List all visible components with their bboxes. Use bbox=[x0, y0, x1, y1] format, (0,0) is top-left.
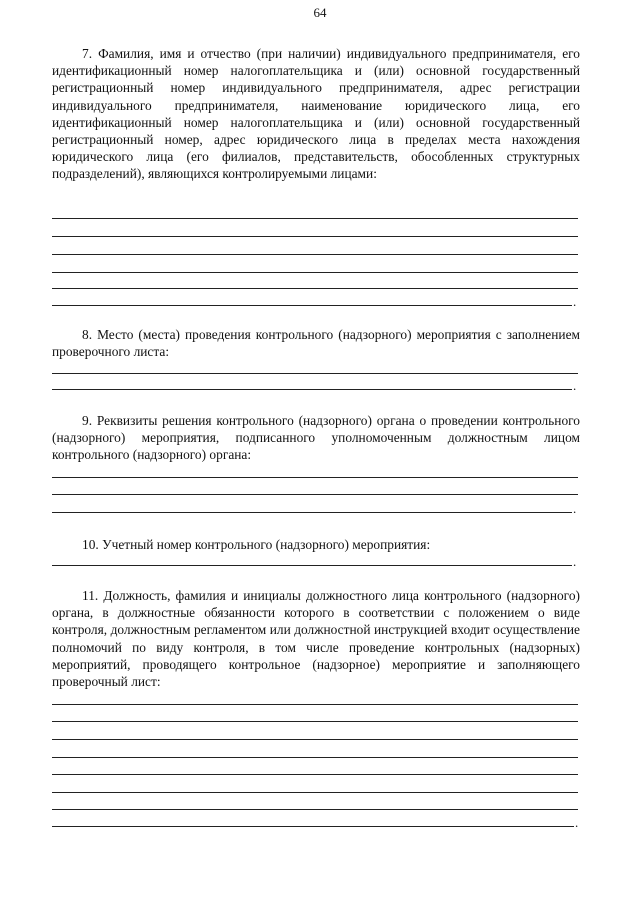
section-9-number: 9. bbox=[82, 413, 93, 428]
section-9-end-mark: . bbox=[573, 501, 577, 516]
section-9-fill-line-2[interactable] bbox=[52, 494, 578, 495]
section-11-number: 11. bbox=[82, 588, 99, 603]
section-8-fill-line-1[interactable] bbox=[52, 373, 578, 374]
section-7-end-mark: . bbox=[573, 294, 577, 309]
section-8-end-mark: . bbox=[573, 378, 577, 393]
section-7-body: Фамилия, имя и отчество (при наличии) индивидуального предпринимателя, его идентификационный номер налогоплательщика и (или) основной государственный регистрационный номер индивидуального предпринимателя, адрес регистрации индивидуального предпринимателя, наименование юридического лица, его идентификационный номер налогоплательщика и (или) основной государственный регистрационный номер, адрес юридического лица в пределах места нахождения юридического лица (его филиалов, представительств, обособленных структурных подразделений), являющихся контролируемыми лицами: bbox=[52, 46, 580, 182]
section-9-fill-line-3[interactable] bbox=[52, 512, 572, 513]
section-9 bbox=[52, 412, 580, 464]
section-11-fill-line-1[interactable] bbox=[52, 704, 578, 705]
section-8-body: Место (места) проведения контрольного (надзорного) мероприятия с заполнением проверочного листа: bbox=[52, 327, 580, 360]
section-10-fill-line-1[interactable] bbox=[52, 565, 572, 566]
section-11-fill-line-2[interactable] bbox=[52, 721, 578, 722]
section-11-end-mark: . bbox=[575, 815, 579, 830]
section-11-fill-line-5[interactable] bbox=[52, 774, 578, 775]
section-10-number: 10. bbox=[82, 537, 99, 552]
section-7-fill-line-5[interactable] bbox=[52, 288, 578, 289]
section-9-body: Реквизиты решения контрольного (надзорного) органа о проведении контрольного (надзорного) мероприятия, подписанного уполномоченным должностным лицом контрольного (надзорного) органа: bbox=[52, 413, 580, 463]
section-10-body: Учетный номер контрольного (надзорного) мероприятия: bbox=[102, 537, 431, 552]
section-8-number: 8. bbox=[82, 327, 93, 342]
section-10-text bbox=[52, 536, 580, 553]
section-11-text bbox=[52, 587, 580, 690]
section-11-fill-line-8[interactable] bbox=[52, 826, 574, 827]
section-7-fill-line-2[interactable] bbox=[52, 236, 578, 237]
section-9-fill-line-1[interactable] bbox=[52, 477, 578, 478]
section-7-fill-line-3[interactable] bbox=[52, 254, 578, 255]
section-11-body: Должность, фамилия и инициалы должностного лица контрольного (надзорного) органа, в должностные обязанности которого в соответствии с положением о виде контроля, должностным регламентом или должностной инструкцией входит осуществление полномочий по виду контроля, в том числе проведение контрольных (надзорных) мероприятий, проводящего контрольное (надзорное) мероприятие и заполняющего проверочный лист: bbox=[52, 588, 580, 690]
section-7-number: 7. bbox=[82, 46, 93, 61]
section-7-fill-line-4[interactable] bbox=[52, 272, 578, 273]
section-9-text bbox=[52, 412, 580, 464]
page-number: 64 bbox=[313, 5, 327, 20]
section-11-fill-line-7[interactable] bbox=[52, 809, 578, 810]
section-11 bbox=[52, 587, 580, 690]
section-10-end-mark: . bbox=[573, 554, 577, 569]
section-11-fill-line-6[interactable] bbox=[52, 792, 578, 793]
section-7 bbox=[52, 45, 580, 183]
section-7-text bbox=[52, 45, 580, 183]
section-11-fill-line-4[interactable] bbox=[52, 757, 578, 758]
section-8-text bbox=[52, 326, 580, 360]
section-7-fill-line-1[interactable] bbox=[52, 218, 578, 219]
section-8-fill-line-2[interactable] bbox=[52, 389, 572, 390]
section-7-fill-line-6[interactable] bbox=[52, 305, 572, 306]
section-10 bbox=[52, 536, 580, 553]
section-11-fill-line-3[interactable] bbox=[52, 739, 578, 740]
section-8 bbox=[52, 326, 580, 360]
